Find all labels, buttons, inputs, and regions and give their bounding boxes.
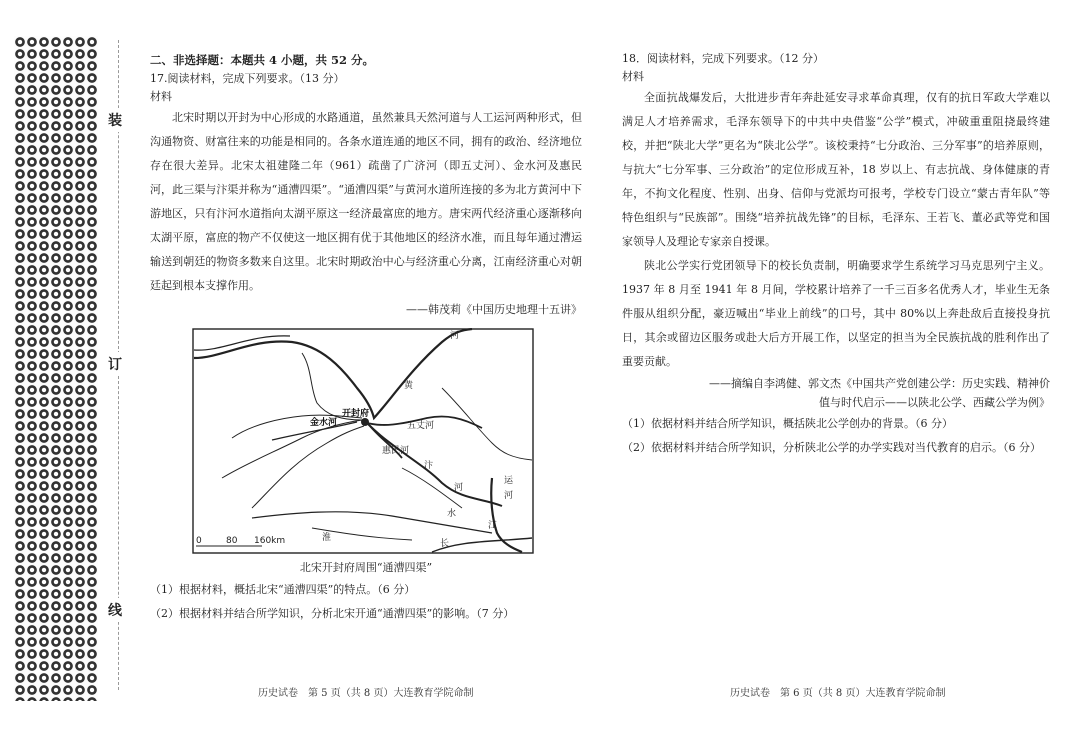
binding-label-zhuang: 装 <box>108 108 122 132</box>
map-label-huimin: 惠民河 <box>382 446 410 456</box>
q17-source: ——韩茂莉《中国历史地理十五讲》 <box>406 303 582 316</box>
q18-sub-question-2: （2）依据材料并结合所学知识，分析陕北公学的办学实践对当代教育的启示。（6 分） <box>622 441 1041 454</box>
map-caption: 北宋开封府周围“通漕四渠” <box>299 561 433 574</box>
q18-source-line-2: 值与时代启示——以陕北公学、西藏公学为例》 <box>819 396 1050 409</box>
q18-paragraph-1: 全面抗战爆发后，大批进步青年奔赴延安寻求革命真理，仅有的抗日军政大学难以满足人才培养需求，毛泽东领导下的中共中央借鉴“公学”模式，冲破重重阻挠最终建校，并把“陕北大学”更名为“陕北公学”。该校秉持“七分政治、三分军事”的培养原则，与抗大“七分军事、三分政治”的定位形成互补，18 岁以上、有志抗战、身体健康的青年，不拘文化程度、性别、出身、信仰与党派均可报考，学校专门设立“蒙古青年队”等特色组织与“民族部”。围绕“培养抗战先锋”的目标，毛泽东、王若飞、董必武等党和国家领导人及理论专家亲自授课。 <box>622 91 1050 248</box>
q18-header: 18．阅读材料，完成下列要求。（12 分） <box>622 52 824 65</box>
map-label-jiang: 江 <box>488 521 498 531</box>
map-label-shui: 水 <box>447 509 457 519</box>
left-page <box>150 50 582 626</box>
map-svg <box>192 328 534 554</box>
map-label-huai: 淮 <box>322 533 332 543</box>
q18-material-label: 材料 <box>622 70 644 83</box>
map-label-he-mid: 河 <box>454 483 464 493</box>
right-page <box>622 50 1050 460</box>
map-label-chang: 长 <box>440 539 450 549</box>
binding-label-xian: 线 <box>108 598 122 622</box>
q17-header: 17.阅读材料，完成下列要求。（13 分） <box>150 72 345 85</box>
map-scale-zero: 0 <box>196 536 202 546</box>
map-frame <box>193 329 533 553</box>
map-label-yun-he: 河 <box>504 491 514 501</box>
binding-pattern-strip <box>14 36 98 701</box>
left-page-footer: 历史试卷 第 5 页（共 8 页）大连教育学院命制 <box>258 688 474 699</box>
q17-sub-question-2: （2）根据材料并结合所学知识，分析北宋开通“通漕四渠”的影响。（7 分） <box>150 607 515 620</box>
right-page-footer: 历史试卷 第 6 页（共 8 页）大连教育学院命制 <box>730 688 946 699</box>
q17-sub-question-1: （1）根据材料，概括北宋“通漕四渠”的特点。（6 分） <box>150 583 416 596</box>
map-label-huang: 黄 <box>404 381 414 391</box>
q17-material-label: 材料 <box>150 90 172 103</box>
map-label-kaifeng: 开封府 <box>342 409 370 419</box>
map-label-he-top: 河 <box>450 331 460 341</box>
binding-label-ding: 订 <box>108 352 122 376</box>
q17-paragraph: 北宋时期以开封为中心形成的水路通道，虽然兼具天然河道与人工运河两种形式，但沟通物资、财富往来的功能是相同的。各条水道连通的地区不同，拥有的政治、经济地位存在很大差异。北宋太祖建隆二年（961）疏凿了广济河（即五丈河）、金水河及惠民河，此三渠与汴渠并称为“通漕四渠”。“通漕四渠”与黄河水道所连接的多为北方黄河中下游地区，只有汴河水道指向太湖平原这一经济最富庶的地方。唐宋两代经济重心逐渐移向太湖平原，富庶的物产不仅使这一地区拥有优于其他地区的经济水准，而且每年通过漕运输送到朝廷的物资多数来自这里。北宋时期政治中心与经济重心分离，江南经济重心对朝廷起到根本支撑作用。 <box>150 111 582 292</box>
map-label-wuzhang: 五丈河 <box>407 421 435 431</box>
section-title: 二、非选择题：本题共 4 小题，共 52 分。 <box>150 53 375 67</box>
q18-paragraph-2: 陕北公学实行党团领导下的校长负责制，明确要求学生系统学习马克思列宁主义。1937 年 8 月至 1941 年 8 月间，学校累计培养了一千三百多名优秀人才，毕业生无条件服从组织分配，豪迈喊出“毕业上前线”的口号，其中 80%以上奔赴敌后直接投身抗日，其余或留边区服务或赴大后方开展工作，以坚定的担当为全民族抗战的胜利作出了重要贡献。 <box>622 259 1050 368</box>
map-label-bian: 汴 <box>424 461 434 471</box>
map-scale-mid: 80 <box>226 536 238 546</box>
map-label-jinshui: 金水河 <box>310 418 338 428</box>
q17-map <box>192 328 534 554</box>
q18-sub-question-1: （1）依据材料并结合所学知识，概括陕北公学创办的背景。（6 分） <box>622 417 953 430</box>
map-scale-end: 160km <box>254 536 286 546</box>
q18-source-line-1: ——摘编自李鸿健、郭文杰《中国共产党创建公学：历史实践、精神价 <box>709 377 1050 390</box>
map-label-yun: 运 <box>504 476 514 486</box>
map-kaifeng-dot <box>361 418 369 426</box>
